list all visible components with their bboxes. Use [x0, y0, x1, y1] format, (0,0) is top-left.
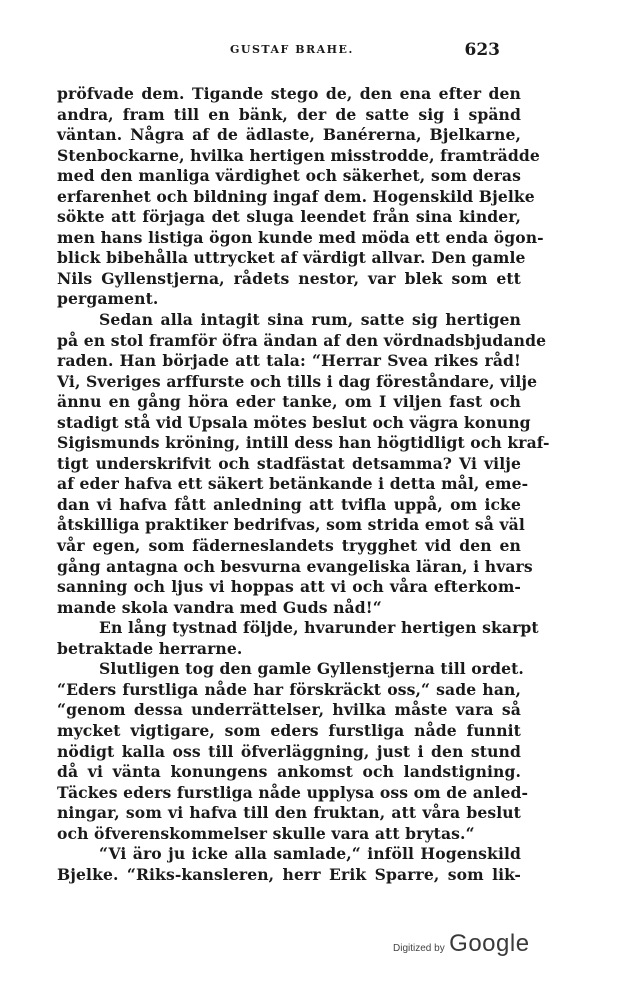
- text-line: ännu en gång höra eder tanke, om I viljen fast och: [57, 392, 521, 412]
- watermark-digitized-label: Digitized by: [393, 943, 445, 954]
- page-header: [70, 40, 500, 60]
- page-number: 623: [464, 40, 500, 60]
- text-line: sökte att förjaga det sluga leendet från sina kinder,: [57, 207, 521, 227]
- text-line: mycket vigtigare, som eders furstliga nåde funnit: [57, 720, 521, 740]
- text-line: men hans listiga ögon kunde med möda ett enda ögon-: [57, 227, 544, 247]
- text-line: Täckes eders furstliga nåde upplysa oss om de anled-: [57, 782, 529, 802]
- text-line: tigt underskrifvit och stadfästat detsamma? Vi vilje: [57, 453, 521, 473]
- text-line: Slutligen tog den gamle Gyllenstjerna till ordet.: [99, 659, 524, 679]
- text-line: vår egen, som fäderneslandets trygghet vid den en: [57, 536, 521, 556]
- text-line: “Eders furstliga nåde har förskräckt oss,“ sade han,: [57, 679, 521, 699]
- text-line: mande skola vandra med Guds nåd!“: [57, 597, 382, 617]
- text-line: åtskilliga praktiker bedrifvas, som strida emot så väl: [57, 515, 525, 535]
- text-line: En lång tystnad följde, hvarunder hertigen skarpt: [99, 618, 539, 638]
- text-line: “Vi äro ju icke alla samlade,“ inföll Hogenskild: [99, 844, 521, 864]
- text-line: nödigt kalla oss till öfverläggning, just i den stund: [57, 741, 521, 761]
- text-line: Vi, Sveriges arffurste och tills i dag föreståndare, vilje: [57, 371, 538, 391]
- text-line: gång antagna och besvurna evangeliska läran, i hvars: [57, 556, 533, 576]
- text-line: blick bibehålla uttrycket af värdigt allvar. Den gamle: [57, 248, 526, 268]
- text-line: på en stol framför öfra ändan af den vördnadsbjudande: [57, 330, 547, 350]
- text-line: pröfvade dem. Tigande stego de, den ena efter den: [57, 84, 521, 103]
- text-line: dan vi hafva fått anledning att tvifla uppå, om icke: [57, 494, 521, 514]
- text-line: “genom dessa underrättelser, hvilka måste vara så: [57, 700, 521, 720]
- text-line: raden. Han började att tala: “Herrar Svea rikes råd!: [57, 351, 521, 371]
- text-line: pergament.: [57, 289, 159, 309]
- text-line: Sigismunds kröning, intill dess han högtidligt och kraf-: [57, 433, 550, 453]
- text-line: med den manliga värdighet och säkerhet, som deras: [57, 166, 521, 186]
- text-line: Bjelke. “Riks-kansleren, herr Erik Sparre, som lik-: [57, 864, 521, 884]
- text-line: af eder hafva ett säkert betänkande i detta mål, eme-: [57, 474, 529, 494]
- text-line: betraktade herrarne.: [57, 638, 243, 658]
- running-head: GUSTAF BRAHE.: [230, 43, 354, 56]
- digitized-by-google-watermark: [393, 930, 530, 958]
- text-line: ningar, som vi hafva till den fruktan, att våra beslut: [57, 803, 521, 823]
- text-line: erfarenhet och bildning ingaf dem. Hogenskild Bjelke: [57, 186, 535, 206]
- text-line: väntan. Några af de ädlaste, Banérerna, Bjelkarne,: [57, 125, 521, 145]
- text-line: Nils Gyllenstjerna, rådets nestor, var blek som ett: [57, 268, 521, 288]
- body-text: [57, 84, 550, 885]
- text-line: då vi vänta konungens ankomst och landstigning.: [57, 762, 521, 782]
- google-logo: Google: [449, 930, 530, 957]
- text-line: stadigt stå vid Upsala mötes beslut och vägra konung: [57, 412, 531, 432]
- text-line: andra, fram till en bänk, der de satte sig i spänd: [57, 104, 521, 124]
- text-line: Stenbockarne, hvilka hertigen misstrodde, framträdde: [57, 145, 540, 165]
- text-line: sanning och ljus vi hoppas att vi och våra efterkom-: [57, 577, 521, 597]
- text-line: och öfverenskommelser skulle vara att brytas.“: [57, 823, 475, 843]
- text-line: Sedan alla intagit sina rum, satte sig hertigen: [99, 310, 521, 330]
